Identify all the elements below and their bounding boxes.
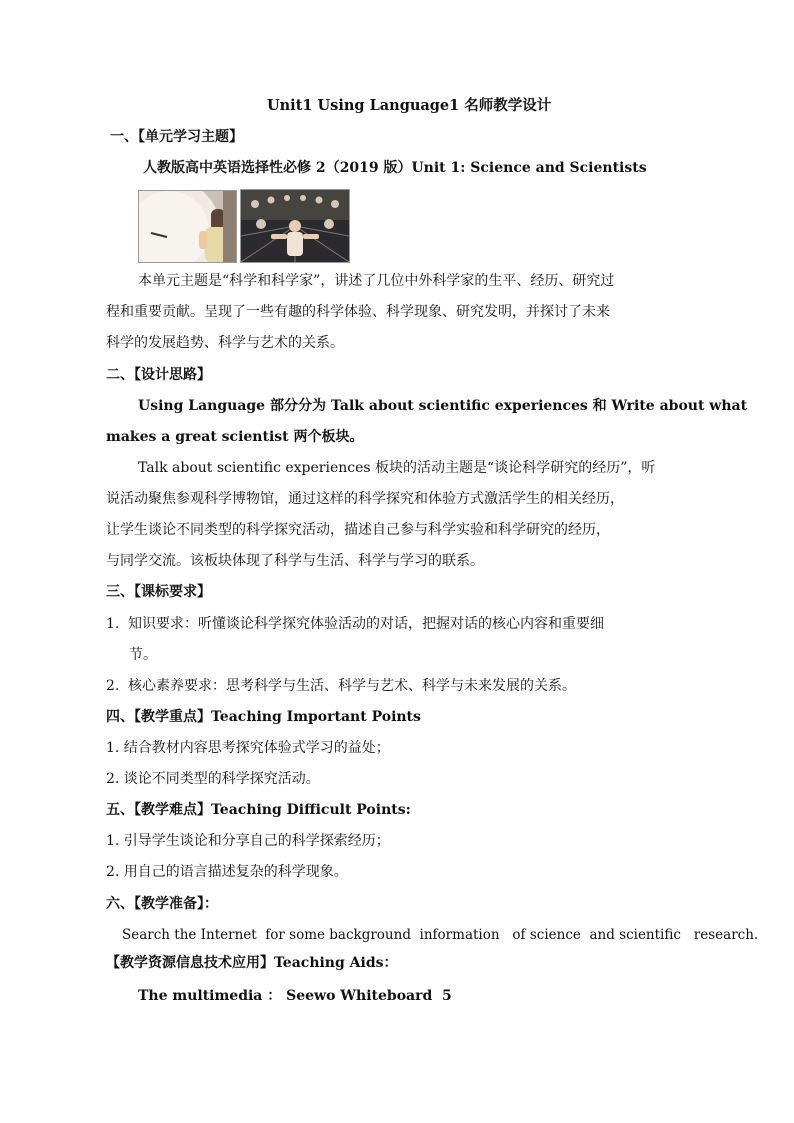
section-3-item-2 [106, 676, 576, 696]
section-4-item-1: 1. 结合教材内容思考探究体验式学习的益处； [106, 740, 390, 756]
section-2-heading: 二、【设计思路】 [106, 367, 211, 383]
section-2-p2-line-1: Talk about scientific experiences 板块的活动主题是“谈论科学研究的经历”，听 [138, 460, 656, 476]
section-2-p2-line-3: 让学生谈论不同类型的科学探究活动，描述自己参与科学实验和科学研究的经历， [106, 522, 610, 538]
section-5-item-2: 2. 用自己的语言描述复杂的科学现象。 [106, 864, 348, 880]
museum-photo-right [240, 189, 350, 263]
section-2-p2-line-4: 与同学交流。该板块体现了科学与生活、科学与学习的联系。 [106, 553, 484, 569]
section-4-heading: 四、【教学重点】Teaching Important Points [106, 709, 421, 725]
section-1-subtitle: 人教版高中英语选择性必修 2（2019 版）Unit 1: Science and Scientists [143, 160, 647, 176]
section-5-item-1: 1. 引导学生谈论和分享自己的科学探索经历； [106, 833, 390, 849]
section-3-item-1 [106, 614, 604, 634]
list-number: 1. [106, 616, 120, 632]
list-text: 知识要求：听懂谈论科学探究体验活动的对话，把握对话的核心内容和重要细 [128, 616, 604, 632]
section-4-item-2: 2. 谈论不同类型的科学探究活动。 [106, 771, 320, 787]
section-3-heading: 三、【课标要求】 [106, 584, 211, 600]
section-6-text: Search the Internet for some background information of science and scientific research. [122, 927, 759, 943]
section-7-text: The multimedia ： Seewo Whiteboard 5 [138, 988, 452, 1004]
section-1-para-line-1: 本单元主题是“科学和科学家”，讲述了几位中外科学家的生平、经历、研究过 [138, 273, 615, 289]
document-title: Unit1 Using Language1 名师教学设计 [267, 97, 552, 114]
list-text: 核心素养要求：思考科学与生活、科学与艺术、科学与未来发展的关系。 [128, 678, 576, 694]
section-7-heading: 【教学资源信息技术应用】Teaching Aids： [106, 955, 398, 971]
section-2-p1-line-1: Using Language 部分分为 Talk about scientific experiences 和 Write about what [138, 398, 748, 414]
list-number: 2. [106, 678, 120, 694]
section-6-heading: 六、【教学准备】： [106, 896, 218, 912]
section-5-heading: 五、【教学难点】Teaching Difficult Points: [106, 802, 411, 818]
section-1-heading: 一、【单元学习主题】 [110, 129, 243, 145]
museum-photo-left [138, 190, 237, 263]
section-3-item-1-cont: 节。 [129, 647, 157, 663]
section-2-p2-line-2: 说活动聚焦参观科学博物馆，通过这样的科学探究和体验方式激活学生的相关经历， [106, 491, 624, 507]
section-2-p1-line-2: makes a great scientist 两个板块。 [106, 429, 364, 445]
section-1-para-line-3: 科学的发展趋势、科学与艺术的关系。 [106, 335, 344, 351]
section-1-para-line-2: 程和重要贡献。呈现了一些有趣的科学体验、科学现象、研究发明，并探讨了未来 [106, 304, 610, 320]
